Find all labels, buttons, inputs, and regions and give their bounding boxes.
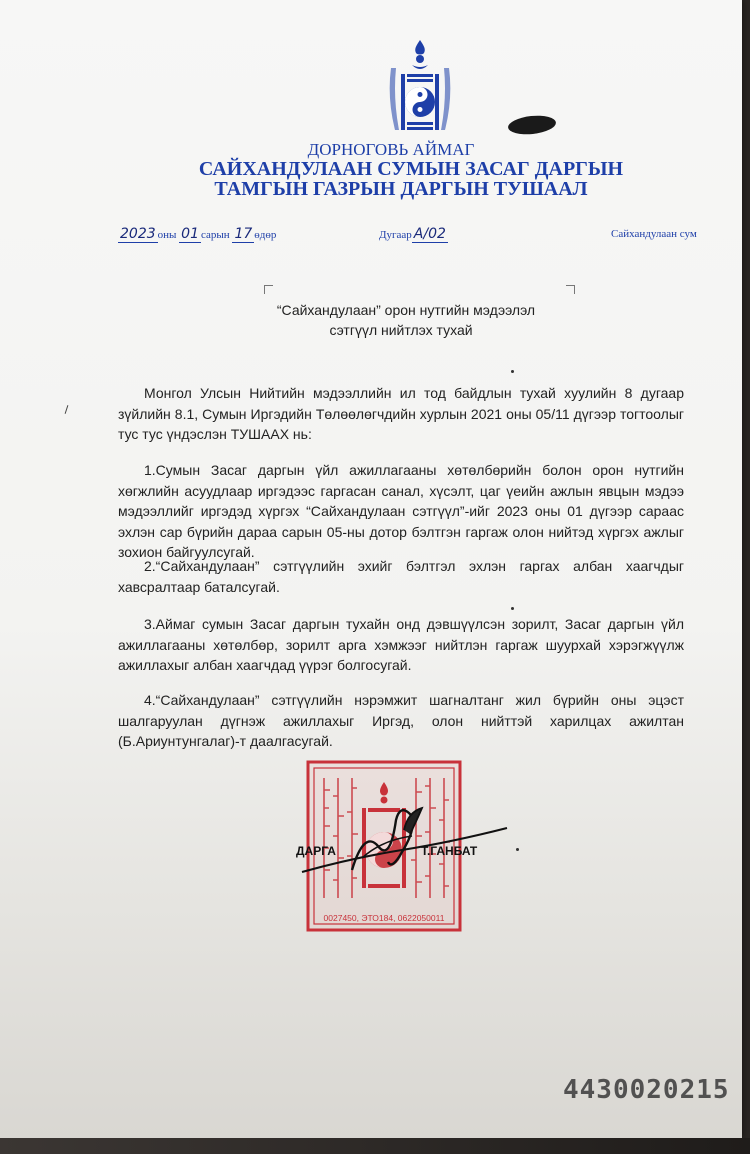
- date-year: 2023: [120, 226, 156, 242]
- speck: [511, 607, 514, 610]
- document-serial-number: 4430020215: [563, 1075, 730, 1105]
- title-corner-right: [566, 285, 575, 294]
- order-item-1: 1.Сумын Засаг даргын үйл ажиллагааны хөтөлбөрийн болон орон нутгийн хөгжлийн асуудлаар иргэдээс гаргасан санал, хүсэлт, цаг үеийн ажлын явцын мэдээ мэдээллийг иргэдэд хүргэх “Сайхандулаан сэтгүүл”-ийг 2023 оны 01 дүгээр сараас эхлэн сар бүрийн дараа сарын 05-ны дотор бэлтгэн гаргаж олон нийтэд хүргэх ажлыг зохион байгуулсугай.: [118, 462, 684, 560]
- preamble-paragraph: Монгол Улсын Нийтийн мэдээллийн ил тод байдлын тухай хуулийн 8 дугаар зүйлийн 8.1, Сумын Иргэдийн Төлөөлөгчдийн хурлын 2021 оны 05/11 дүгээр тогтоолыг тус тус үндэслэн ТУШААХ нь:: [118, 385, 684, 442]
- stamp-registry-text: 0027450, ЭТО184, 0622050011: [323, 913, 445, 923]
- order-item-4: 4.“Сайхандулаан” сэтгүүлийн нэрэмжит шагналтанг жил бүрийн оны эцэст шалгаруулан дүгнэж ажиллахыг Иргэд, олон нийттэй харилцах ажилтан (Б.Ариунтунгалаг)-т даалгасугай.: [118, 692, 684, 749]
- date-day-suffix: өдөр: [254, 229, 277, 241]
- order-item-3: 3.Аймаг сумын Засаг даргын тухайн онд дэвшүүлсэн зорилт, Засаг даргын үйл ажиллагааны хөтөлбөр, зорилт арга хэмжээг нийтлэн гаргаж шуурхай хэрэгжүүлж ажиллахыг албан хаагчдад үүрэг болгосугай.: [118, 616, 684, 673]
- header-doc-type: ТАМГЫН ГАЗРЫН ДАРГЫН ТУШААЛ: [214, 178, 588, 200]
- margin-mark: [65, 405, 69, 414]
- date-line: [118, 226, 276, 243]
- date-year-suffix: оны: [157, 229, 177, 241]
- title-corner-left: [264, 285, 273, 294]
- soyombo-emblem-icon: [385, 38, 455, 138]
- date-day: 17: [234, 226, 253, 242]
- header-office: САЙХАНДУЛААН СУМЫН ЗАСАГ ДАРГЫН: [198, 158, 624, 180]
- date-month-suffix: сарын: [201, 229, 230, 241]
- ink-blot: [507, 114, 557, 137]
- order-item-2: 2.“Сайхандулаан” сэтгүүлийн эхийг бэлтгэл эхлэн гаргах албан хаагчдыг хавсралтаар баталсугай.: [118, 558, 684, 595]
- date-month: 01: [181, 226, 199, 242]
- handwritten-signature-icon: [292, 800, 512, 880]
- number-line: [379, 226, 448, 243]
- header-province: ДОРНОГОВЬ АЙМАГ: [307, 140, 475, 159]
- order-number: А/02: [413, 226, 446, 242]
- signatory-role: ДАРГА: [296, 844, 336, 858]
- signatory-name: Т.ГАНБАТ: [421, 844, 478, 858]
- place-label: Сайхандулаан сум: [611, 228, 697, 240]
- order-title-line2: сэтгүүл нийтлэх тухай: [329, 322, 473, 338]
- number-label: Дугаар: [379, 229, 412, 241]
- desk-background: [0, 1138, 750, 1154]
- order-title-line1: “Сайхандулаан” орон нутгийн мэдээлэл: [276, 302, 536, 318]
- speck: [516, 848, 519, 851]
- speck: [511, 370, 514, 373]
